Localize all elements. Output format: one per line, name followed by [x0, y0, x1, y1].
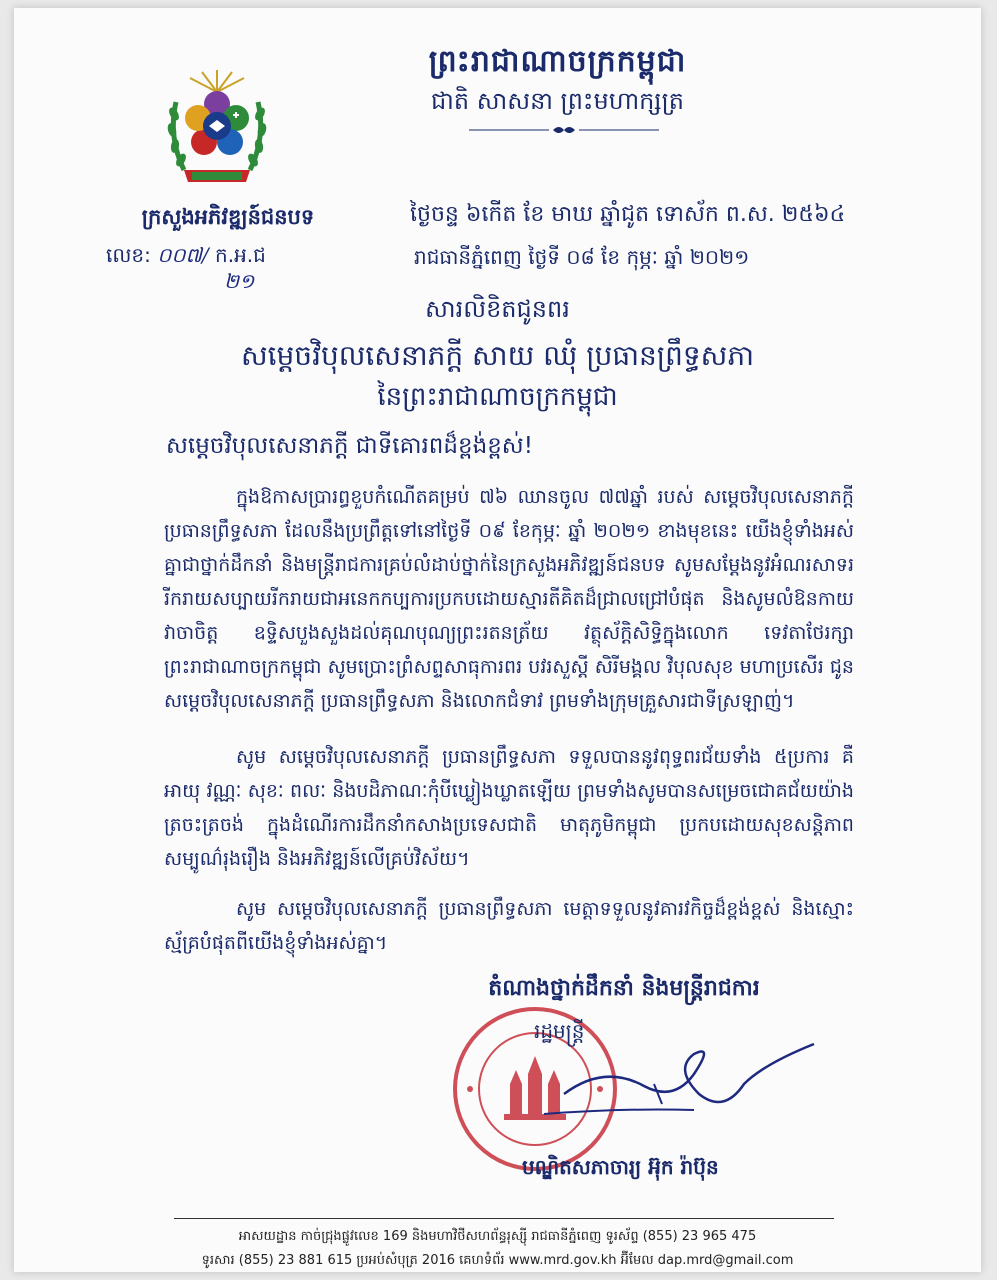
subject-line-2: សម្តេចវិបុលសេនាភក្តី សាយ ឈុំ ប្រធានព្រឹទ្ធសភា [240, 339, 754, 372]
lunar-date: ថ្ងៃចន្ទ ៦កើត ខែ មាឃ ឆ្នាំជូត ទោស័ក ព.ស. ២៥៦៤ [410, 202, 846, 227]
reference-label: លេខ: [106, 243, 151, 267]
reference-number [106, 242, 266, 293]
body-paragraph-3-text: សូម សម្តេចវិបុលសេនាភក្តី ប្រធានព្រឹទ្ធសភា មេត្តាទទួលនូវគារវកិច្ចដ៏ខ្ពង់ខ្ពស់ និងស្មោះស្ម័គ្របំផុតពីយើងខ្ញុំទាំងអស់គ្នា។ [164, 898, 854, 954]
body-paragraph-1-text: ក្នុងឱកាសប្រារព្ធខួបកំណើតគម្រប់ ៧៦ ឈានចូល ៧៧ឆ្នាំ របស់ សម្តេចវិបុលសេនាភក្តី ប្រធានព្រឹទ្ធសភា ដែលនឹងប្រព្រឹត្តទៅនៅថ្ងៃទី ០៩ ខែកុម្ភៈ ឆ្នាំ ២០២១ ខាងមុខនេះ យើងខ្ញុំទាំងអស់គ្នាជាថ្នាក់ដឹកនាំ និងមន្ត្រីរាជការគ្រប់លំដាប់ថ្នាក់នៃក្រសួងអភិវឌ្ឍន៍ជនបទ សូមសម្តែងនូវអំណរសាទរ រីករាយសប្បាយរីករាយជាអនេកកប្បការប្រកបដោយស្មារតីគិតដ៏ជ្រាលជ្រៅបំផុត និងសូមលំឱនកាយ វាចាចិត្ត ឧទ្ទិសបួងសួងដល់គុណបុណ្យព្រះរតនត្រ័យ វត្ថុស័ក្តិសិទ្ធិក្នុងលោក ទេវតាថែរក្សាព្រះរាជាណាចក្រកម្ពុជា សូមប្រោះព្រំសព្ទសាធុការពរ បវរសួស្តី សិរីមង្គល វិបុលសុខ មហាប្រសើរ ជូន សម្តេចវិបុលសេនាភក្តី ប្រធានព្រឹទ្ធសភា និងលោកជំទាវ ព្រមទាំងក្រុមគ្រួសារជាទីស្រឡាញ់។ [164, 486, 854, 712]
letter-page [14, 8, 981, 1272]
reference-year: ២១ [224, 269, 255, 293]
national-motto: ជាតិ សាសនា ព្រះមហាក្សត្រ [431, 87, 684, 115]
body-paragraph-3 [164, 892, 854, 960]
body-paragraph-2-text: សូម សម្តេចវិបុលសេនាភក្តី ប្រធានព្រឹទ្ធសភា ទទួលបាននូវពុទ្ធពរជ័យទាំង ៥ប្រការ គឺអាយុ វណ្ណៈ សុខៈ ពលៈ និងបដិភាណៈកុំបីឃ្លៀងឃ្លាតឡើយ ព្រមទាំងសូមបានសម្រេចជោគជ័យយ៉ាងត្រចះត្រចង់ ក្នុងដំណើរការដឹកនាំកសាងប្រទេសជាតិ មាតុភូមិកម្ពុជា ប្រកបដោយសុខសន្តិភាព សម្បូណ៌រុងរឿង និងអភិវឌ្ឍន៍លើគ្រប់វិស័យ។ [164, 746, 854, 870]
body-paragraph-2 [164, 740, 854, 876]
ministry-name: ក្រសួងអភិវឌ្ឍន៍ជនបទ [141, 205, 315, 229]
body-paragraph-1 [164, 480, 854, 718]
salutation: សម្តេចវិបុលសេនាភក្តី ជាទីគោរពដ៏ខ្ពង់ខ្ពស់! [166, 433, 533, 459]
footer-divider [174, 1218, 834, 1219]
subject-line-1: សារលិខិតជូនពរ [425, 295, 570, 323]
subject-line-3: នៃព្រះរាជាណាចក្រកម្ពុជា [377, 382, 618, 412]
signatory-name: បណ្ឌិតសភាចារ្យ អ៊ុក រ៉ាប៊ុន [522, 1155, 719, 1179]
ornament-divider-icon [469, 124, 659, 136]
reference-suffix: ក.អ.ជ [215, 243, 266, 267]
handwritten-signature-icon [524, 1024, 824, 1134]
footer-address: អាសយដ្ឋាន កាច់ជ្រុងផ្លូវលេខ 169 និងមហាវិថីសហព័ន្ធរុស្ស៊ី រាជធានីភ្នំពេញ ទូរស័ព្ទ (855) 23 965 475 [238, 1229, 757, 1244]
signatory-title: តំណាងថ្នាក់ដឹកនាំ និងមន្ត្រីរាជការ [488, 976, 760, 1001]
reference-number-value: ០០៧/ [157, 243, 209, 267]
solar-date: រាជធានីភ្នំពេញ ថ្ងៃទី ០៨ ខែ កុម្ភៈ ឆ្នាំ ២០២១ [414, 245, 750, 269]
signatory-role: រដ្ឋមន្ត្រី [534, 1019, 585, 1043]
kingdom-heading: ព្រះរាជាណាចក្រកម្ពុជា [428, 44, 687, 79]
footer-contact: ទូរសារ (855) 23 881 615 ប្រអប់សំបុត្រ 2016 គេហទំព័រ www.mrd.gov.kh អ៊ីមែល dap.mrd@gmail.com [201, 1253, 794, 1268]
